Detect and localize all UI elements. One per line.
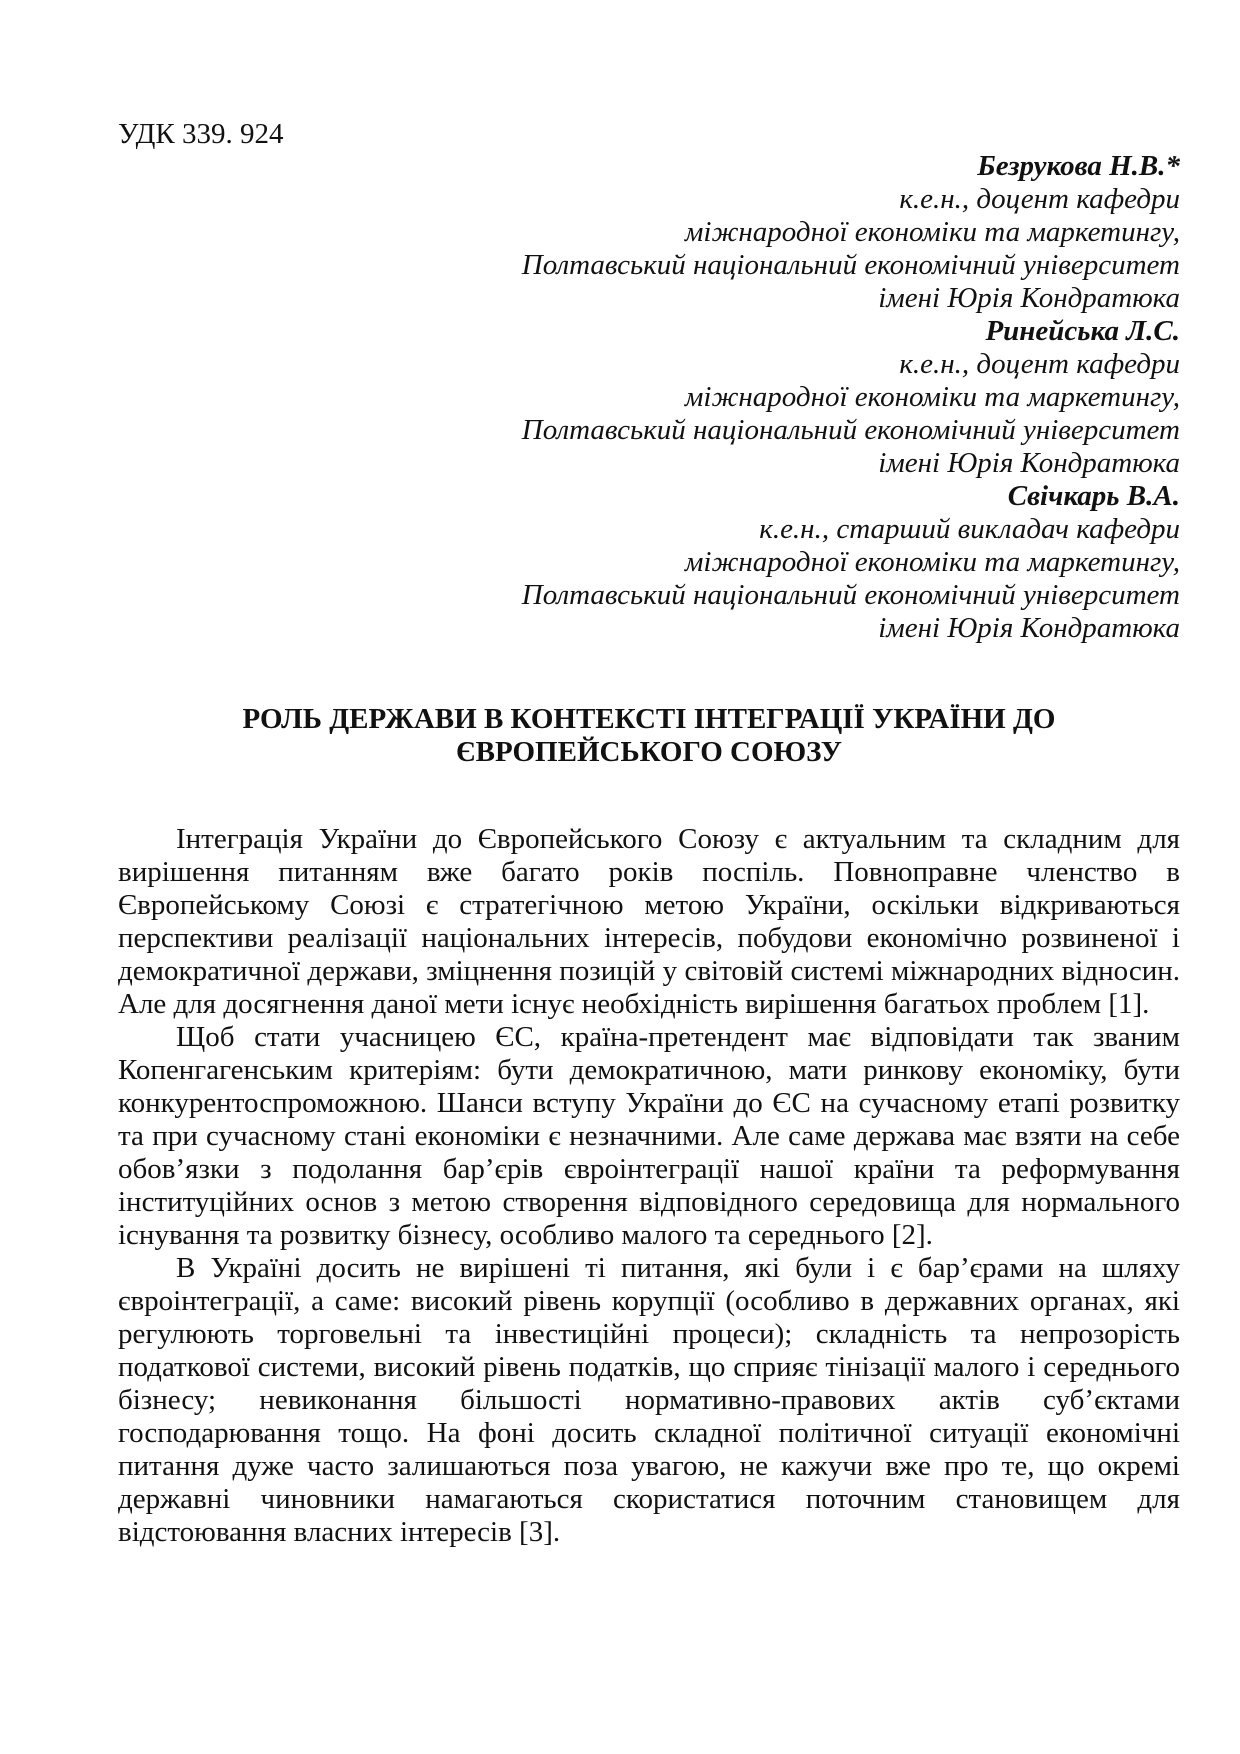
- author-department: міжнародної економіки та маркетингу,: [684, 546, 1180, 578]
- author-name: Безрукова Н.В.*: [977, 150, 1180, 182]
- author-position: к.е.н., старший викладач кафедри: [759, 513, 1180, 545]
- body-paragraph: Щоб стати учасницею ЄС, країна-претендент має відповідати так званим Копенгагенським критеріям: бути демократичною, мати ринкову економіку, бути конкурентоспроможною. Шанси вступу України до ЄС на сучасному етапі розвитку та при сучасному стані економіки є незначними. Але саме держава має взяти на себе обов’язки з подолання бар’єрів євроінтеграції нашої країни та реформування інституційних основ з метою створення відповідного середовища для нормального існування та розвитку бізнесу, особливо малого та середнього [2].: [118, 1021, 1180, 1251]
- author-university: Полтавський національний економічний університет: [521, 414, 1180, 446]
- author-department: міжнародної економіки та маркетингу,: [684, 381, 1180, 413]
- author-department: міжнародної економіки та маркетингу,: [684, 216, 1180, 248]
- udc-code: УДК 339. 924: [118, 118, 284, 150]
- author-name: Свічкарь В.А.: [1007, 480, 1180, 512]
- article-title: [118, 703, 1180, 769]
- author-university-name: імені Юрія Кондратюка: [878, 282, 1180, 314]
- body-paragraph: Інтеграція України до Європейського Союзу є актуальним та складним для вирішення питанням вже багато років поспіль. Повноправне членство в Європейському Союзі є стратегічною метою України, оскільки відкриваються перспективи реалізації національних інтересів, побудови економічно розвиненої і демократичної держави, зміцнення позицій у світовій системі міжнародних відносин. Але для досягнення даної мети існує необхідність вирішення багатьох проблем [1].: [118, 823, 1180, 1020]
- author-university-name: імені Юрія Кондратюка: [878, 447, 1180, 479]
- author-position: к.е.н., доцент кафедри: [899, 183, 1180, 215]
- author-name: Ринейська Л.С.: [985, 315, 1180, 347]
- author-position: к.е.н., доцент кафедри: [899, 348, 1180, 380]
- body-paragraph: В Україні досить не вирішені ті питання, які були і є бар’єрами на шляху євроінтеграції, а саме: високий рівень корупції (особливо в державних органах, які регулюють торговельні та інвестиційні процеси); складність та непрозорість податкової системи, високий рівень податків, що сприяє тінізації малого і середнього бізнесу; невиконання більшості нормативно-правових актів суб’єктами господарювання тощо. На фоні досить складної політичної ситуації економічні питання дуже часто залишаються поза увагою, не кажучи вже про те, що окремі державні чиновники намагаються скористатися поточним становищем для відстоювання власних інтересів [3].: [118, 1252, 1180, 1548]
- author-block: [118, 150, 1180, 645]
- article-title-line: ЄВРОПЕЙСЬКОГО СОЮЗУ: [455, 736, 843, 768]
- article-body: [118, 823, 1180, 1549]
- author-university: Полтавський національний економічний університет: [521, 579, 1180, 611]
- author-university-name: імені Юрія Кондратюка: [878, 612, 1180, 644]
- article-title-line: РОЛЬ ДЕРЖАВИ В КОНТЕКСТІ ІНТЕГРАЦІЇ УКРАЇНИ ДО: [242, 703, 1056, 735]
- author-university: Полтавський національний економічний університет: [521, 249, 1180, 281]
